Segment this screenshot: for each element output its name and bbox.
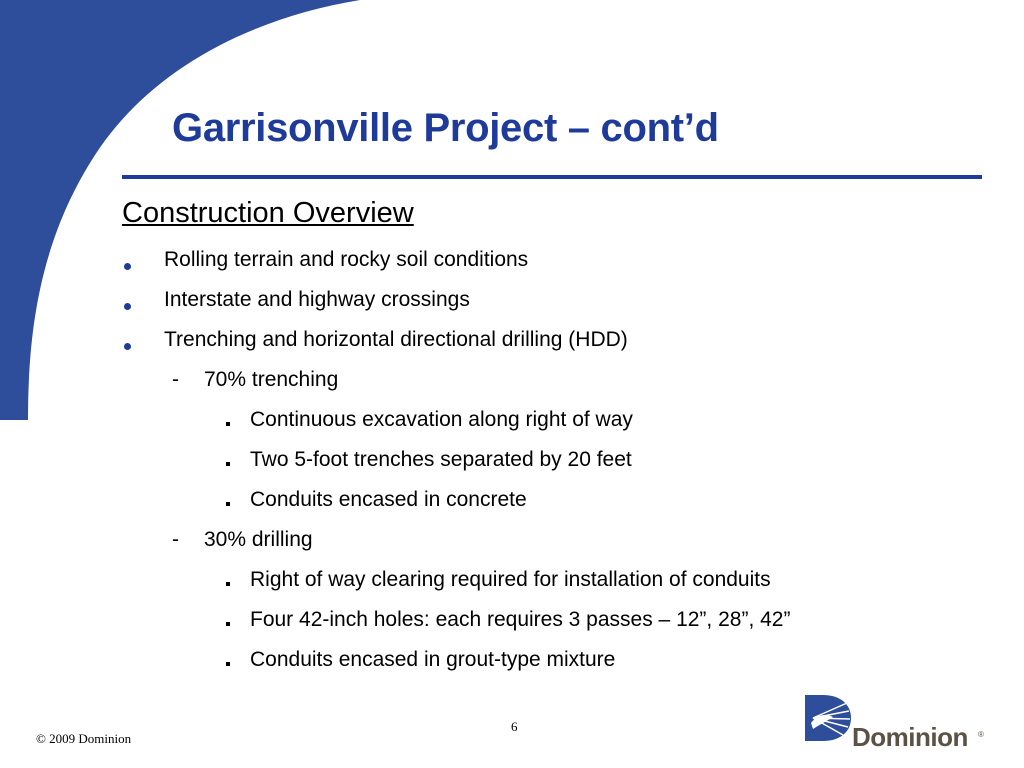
page-number: 6 — [511, 719, 518, 734]
bullet-item: Interstate and highway crossings — [164, 288, 470, 311]
sub-bullet-drilling: 30% drilling — [204, 528, 313, 551]
bullet-dot-icon — [124, 343, 131, 350]
section-heading: Construction Overview — [122, 197, 414, 229]
square-bullet-icon — [226, 502, 230, 506]
bullet-item: Trenching and horizontal directional drilling (HDD) — [164, 328, 628, 351]
dominion-d-logo-icon — [803, 693, 853, 743]
detail-item: Continuous excavation along right of way — [250, 408, 633, 431]
title-underline-rule — [122, 175, 982, 179]
copyright-text: © 2009 Dominion — [36, 731, 132, 746]
square-bullet-icon — [226, 462, 230, 466]
slide-title: Garrisonville Project – cont’d — [172, 106, 719, 150]
bullet-dot-icon — [124, 263, 131, 270]
square-bullet-icon — [226, 582, 230, 586]
registered-mark: ® — [978, 730, 984, 739]
dash-marker-icon: - — [172, 528, 179, 551]
bullet-item: Rolling terrain and rocky soil conditions — [164, 248, 529, 271]
sub-bullet-trenching: 70% trenching — [204, 368, 339, 391]
dominion-wordmark: Dominion — [852, 722, 968, 752]
detail-item: Two 5-foot trenches separated by 20 feet — [250, 448, 632, 471]
detail-item: Conduits encased in grout-type mixture — [250, 648, 616, 671]
square-bullet-icon — [226, 422, 230, 426]
detail-item: Conduits encased in concrete — [250, 488, 527, 511]
detail-item: Four 42-inch holes: each requires 3 passes – 12”, 28”, 42” — [250, 608, 791, 631]
square-bullet-icon — [226, 662, 230, 666]
square-bullet-icon — [226, 622, 230, 626]
bullet-dot-icon — [124, 303, 131, 310]
dash-marker-icon: - — [172, 368, 179, 391]
detail-item: Right of way clearing required for installation of conduits — [250, 568, 771, 591]
